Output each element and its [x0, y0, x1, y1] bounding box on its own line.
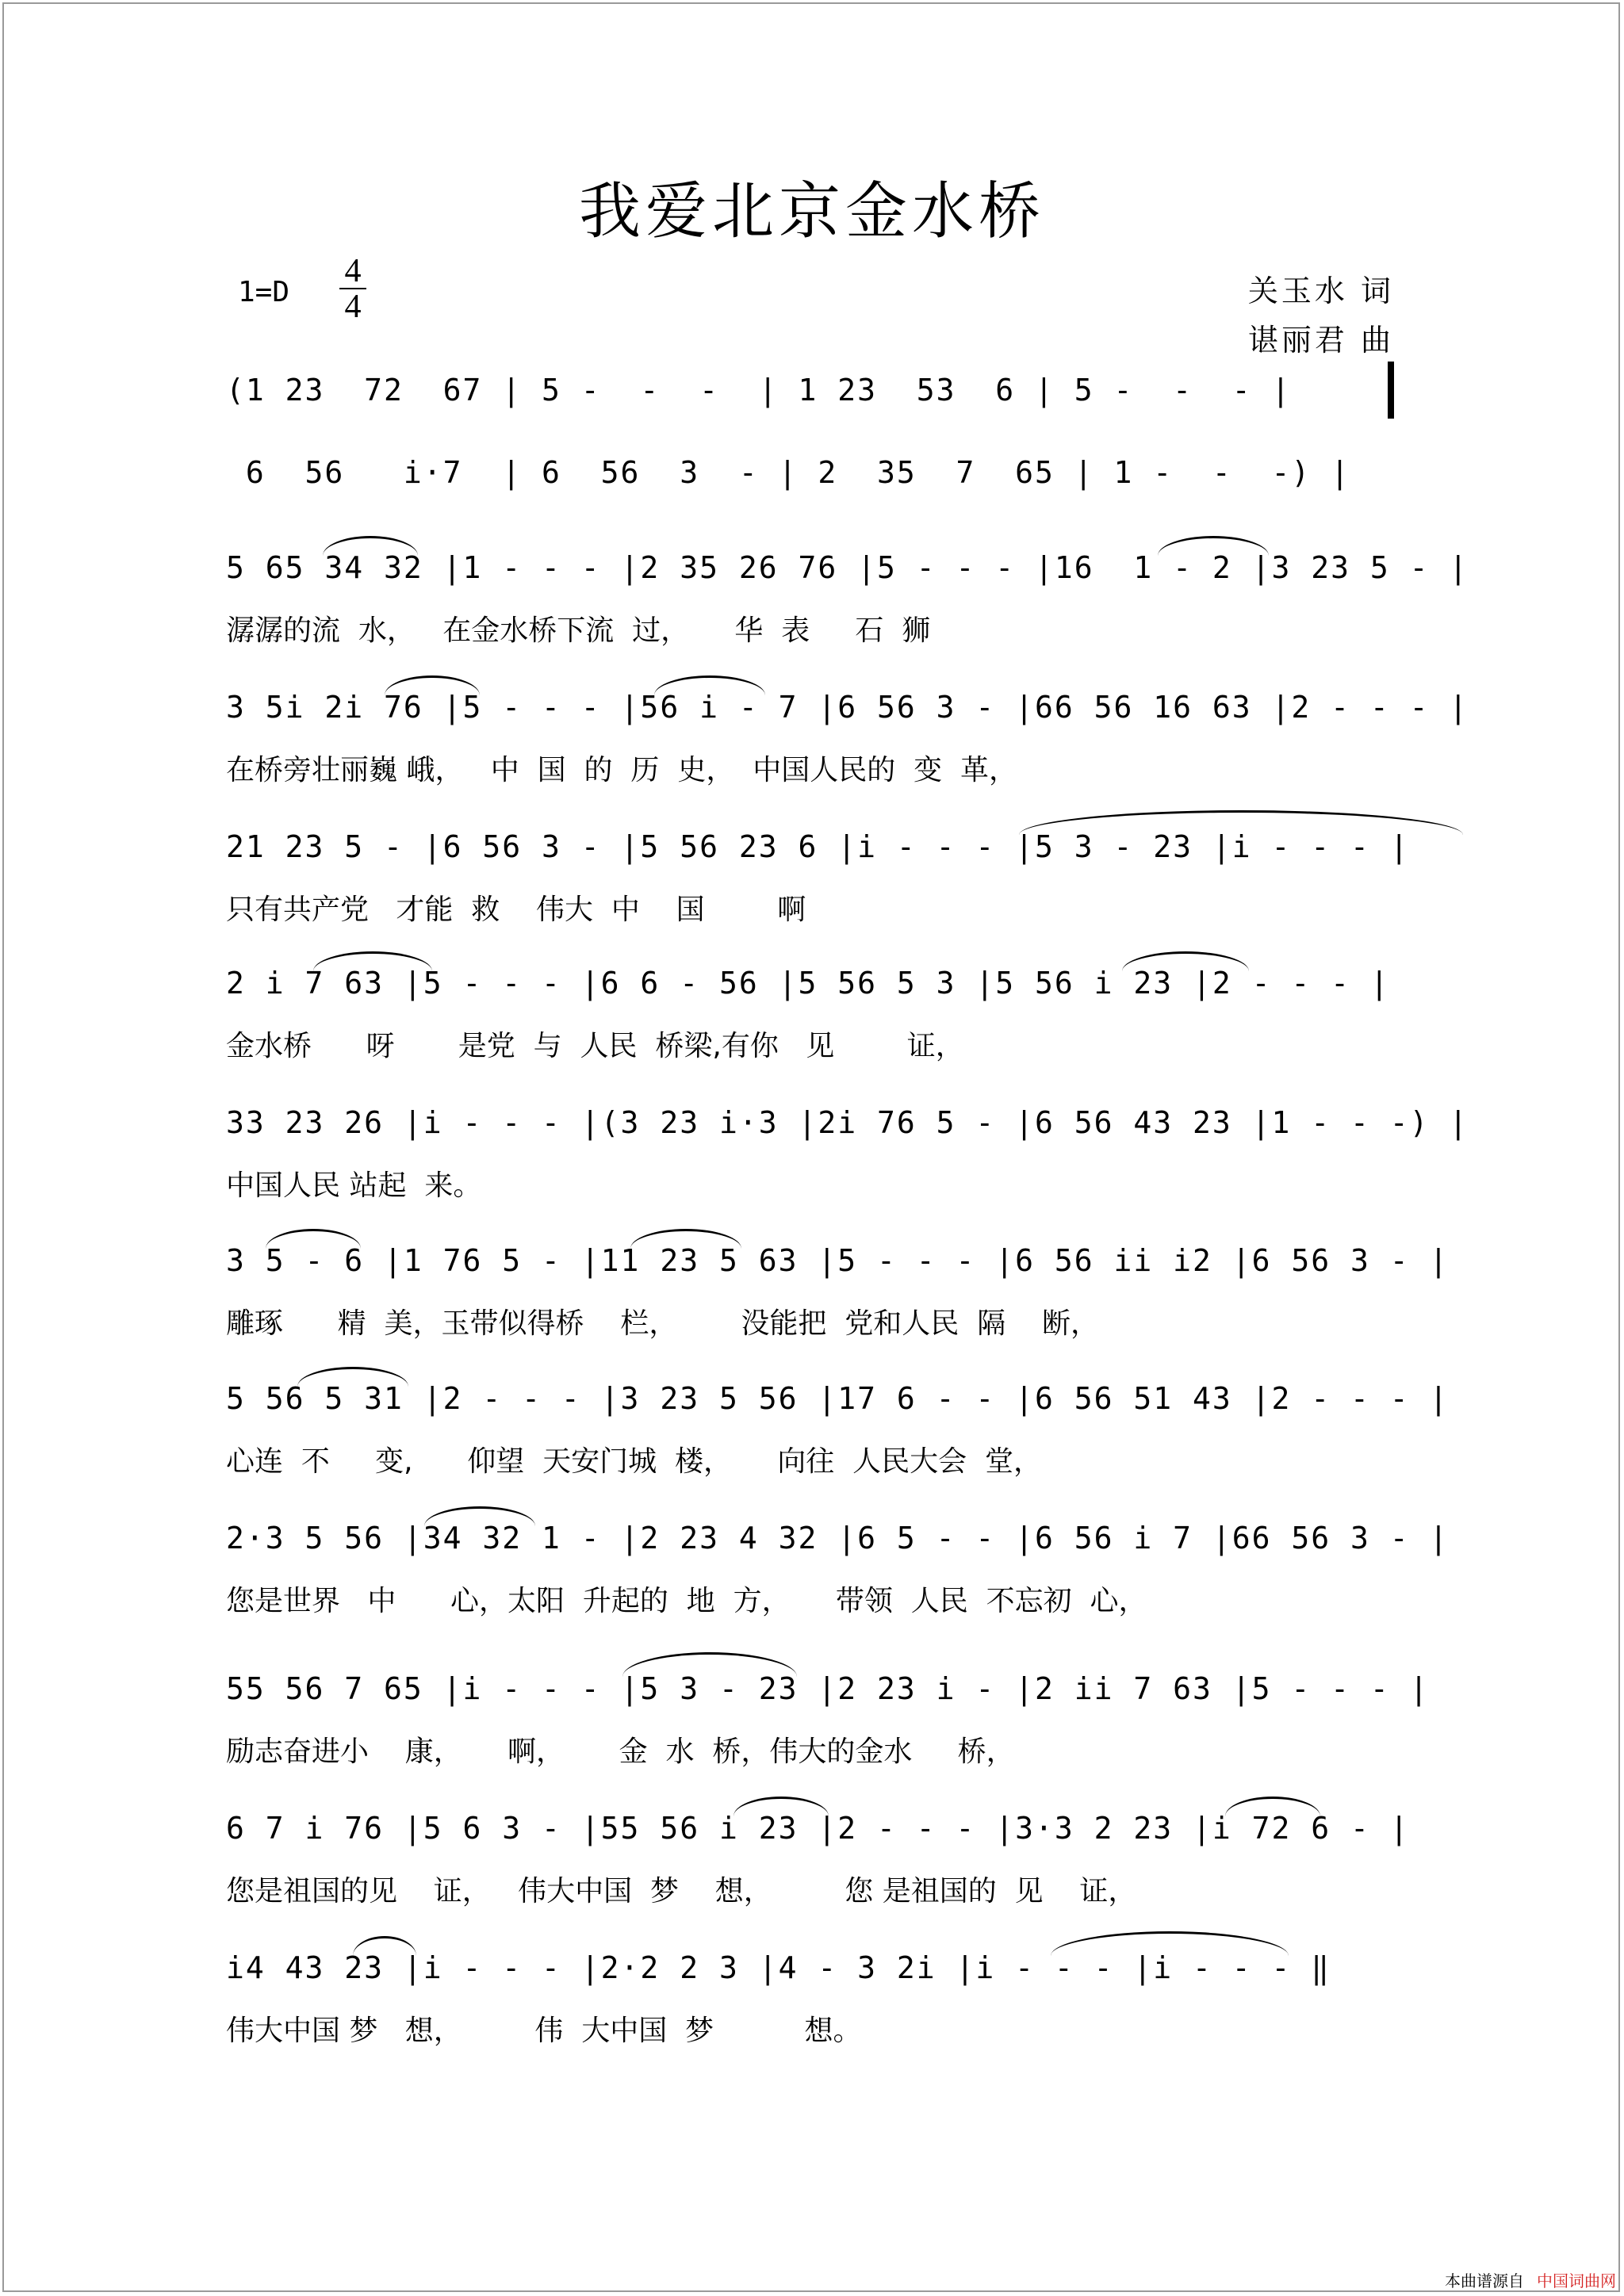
time-signature-bottom: 4	[344, 289, 362, 325]
barline	[1388, 362, 1394, 419]
notation-line: 6 56 i·7 | 6 56 3 - | 2 35 7 65 | 1 - - -) |	[226, 455, 1351, 490]
lyrics-line: 潺潺的流 水， 在金水桥下流 过， 华 表 石 狮	[226, 614, 931, 647]
key-signature: 1=D	[238, 276, 290, 308]
footer-source	[1445, 2268, 1616, 2291]
lyrics-line: 金水桥 呀 是党 与 人民 桥梁,有你 见 证，	[226, 1030, 964, 1062]
time-signature	[339, 255, 366, 323]
notation-line: 2 i 7 63 |5 - - - |6 6 - 56 |5 56 5 3 |5 56 i 23 |2 - - - |	[226, 966, 1390, 1001]
notation-line: 33 23 26 |i - - - |(3 23 i·3 |2i 76 5 - |6 56 43 23 |1 - - -) |	[226, 1105, 1469, 1140]
song-title: 我爱北京金水桥	[578, 176, 1045, 247]
notation-line: 5 56 5 31 |2 - - - |3 23 5 56 |17 6 - - |6 56 51 43 |2 - - - |	[226, 1381, 1450, 1416]
notation-line: 21 23 5 - |6 56 3 - |5 56 23 6 |i - - - |5 3 - 23 |i - - - |	[226, 829, 1410, 864]
lyrics-line: 雕琢 精 美，玉带似得桥 栏， 没能把 党和人民 隔 断，	[226, 1307, 1099, 1340]
notation-line: 6 7 i 76 |5 6 3 - |55 56 i 23 |2 - - - |3·3 2 23 |i 72 6 - |	[226, 1811, 1410, 1846]
notation-line: 3 5i 2i 76 |5 - - - |56 i - 7 |6 56 3 - |66 56 16 63 |2 - - - |	[226, 690, 1469, 725]
footer-source-text: 本曲谱源自	[1445, 2271, 1524, 2290]
footer-site-link[interactable]: 中国词曲网	[1537, 2271, 1616, 2290]
composer-credit: 谌丽君 曲	[1247, 323, 1394, 358]
notation-line: 3 5 - 6 |1 76 5 - |11 23 5 63 |5 - - - |6 56 ii i2 |6 56 3 - |	[226, 1243, 1450, 1278]
notation-line: (1 23 72 67 | 5 - - - | 1 23 53 6 | 5 - - - |	[226, 373, 1292, 408]
lyrics-line: 只有共产党 才能 救 伟大 中 国 啊	[226, 894, 806, 926]
time-signature-top: 4	[344, 253, 362, 289]
notation-line: 55 56 7 65 |i - - - |5 3 - 23 |2 23 i - |2 ii 7 63 |5 - - - |	[226, 1671, 1430, 1706]
lyrics-line: 在桥旁壮丽巍 峨， 中 国 的 历 史， 中国人民的 变 革，	[226, 754, 1017, 786]
notation-line: 2·3 5 56 |34 32 1 - |2 23 4 32 |6 5 - - |6 56 i 7 |66 56 3 - |	[226, 1521, 1450, 1556]
lyrics-line: 励志奋进小 康， 啊， 金 水 桥，伟大的金水 桥，	[226, 1735, 1015, 1768]
lyrics-line: 心连 不 变, 仰望 天安门城 楼， 向往 人民大会 堂，	[226, 1445, 1042, 1478]
lyrics-line: 您是祖国的见 证， 伟大中国 梦 想， 您 是祖国的 见 证，	[226, 1875, 1137, 1908]
lyrics-line: 中国人民 站起 来。	[226, 1169, 482, 1202]
notation-line: 5 65 34 32 |1 - - - |2 35 26 76 |5 - - - |16 1 - 2 |3 23 5 - |	[226, 550, 1469, 585]
lyrics-line: 您是世界 中 心，太阳 升起的 地 方， 带领 人民 不忘初 心，	[226, 1585, 1147, 1617]
lyrics-line: 伟大中国 梦 想， 伟 大中国 梦 想。	[226, 2015, 862, 2047]
lyricist-credit: 关玉水 词	[1247, 274, 1394, 308]
notation-line: i4 43 23 |i - - - |2·2 2 3 |4 - 3 2i |i - - - |i - - - ‖	[226, 1950, 1331, 1985]
